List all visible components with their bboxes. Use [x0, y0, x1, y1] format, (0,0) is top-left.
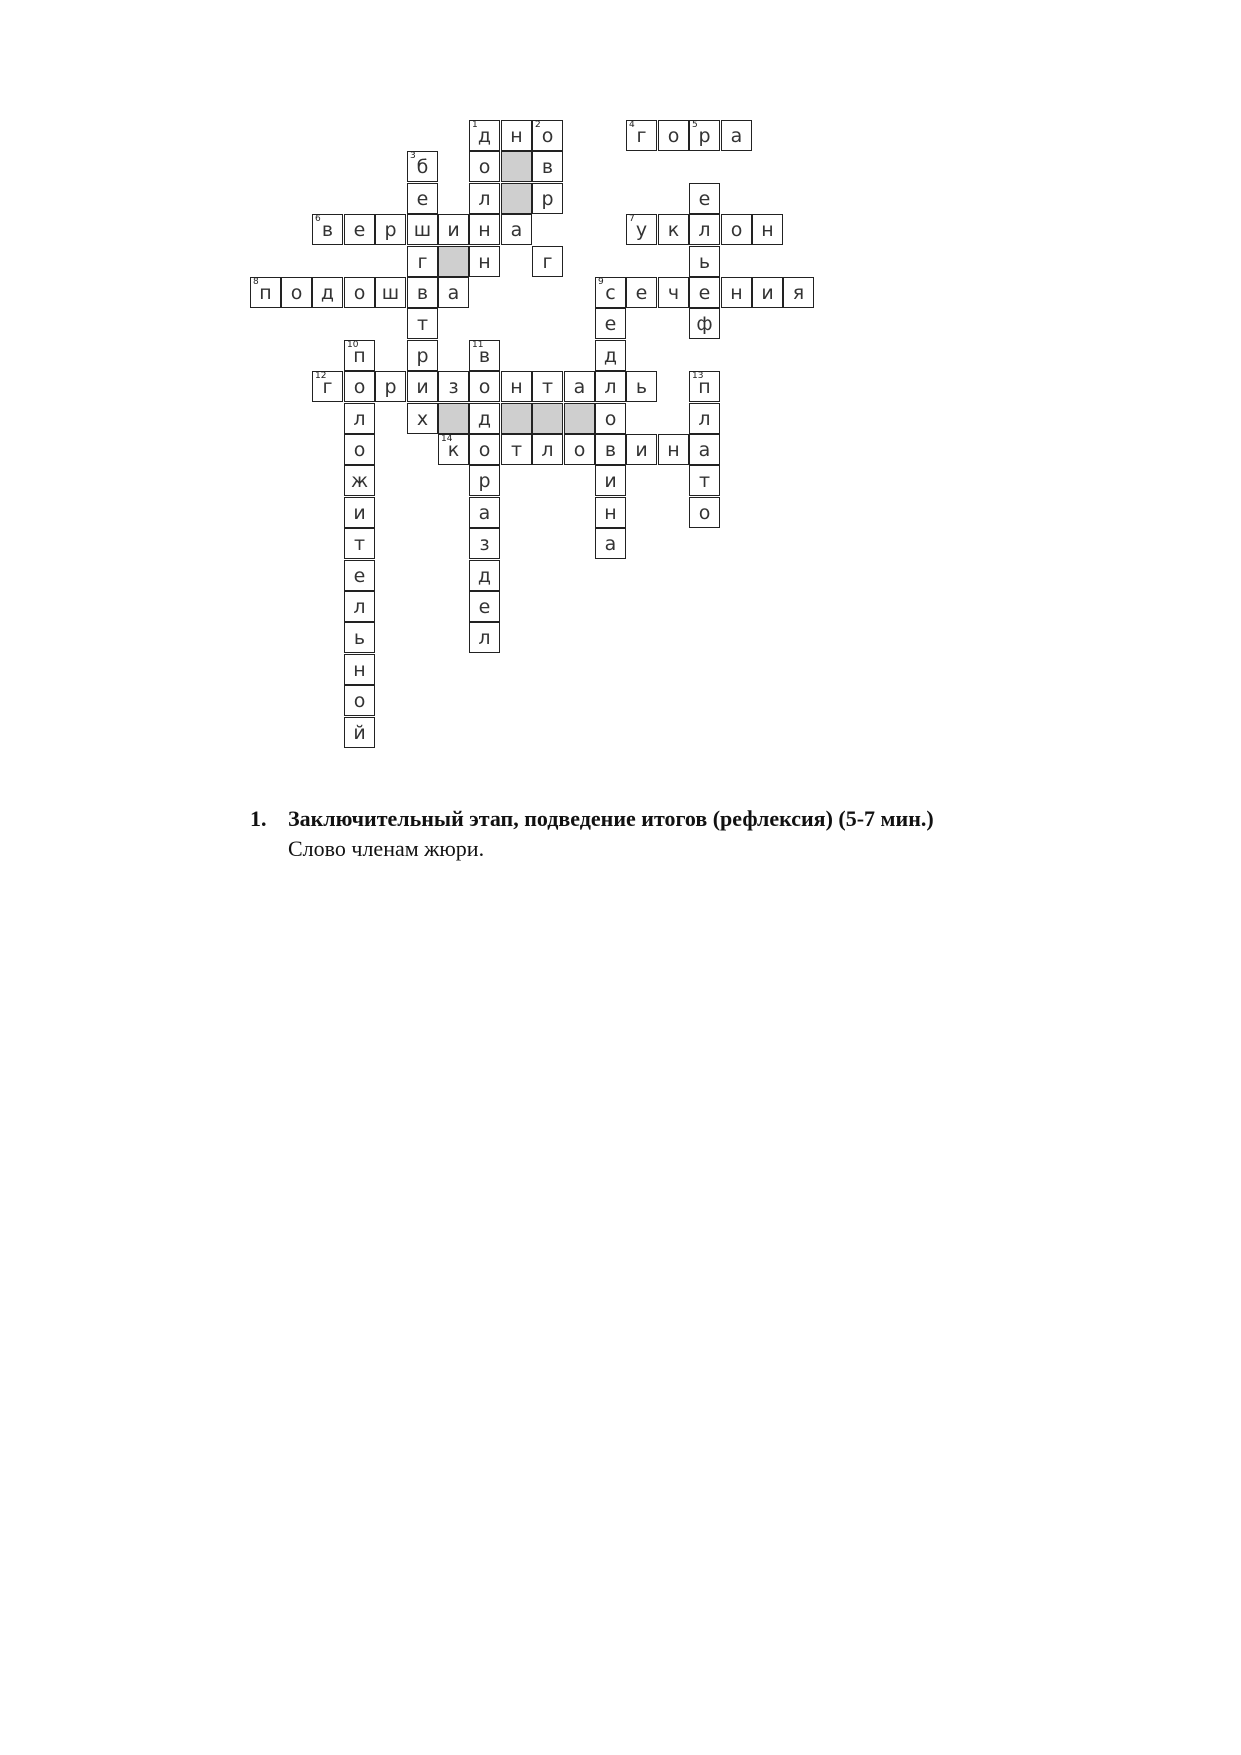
cell-letter: о	[604, 408, 617, 430]
cell-letter: ь	[698, 251, 711, 273]
cell-letter: г	[322, 376, 333, 398]
shaded-cell	[564, 403, 595, 434]
cell-letter: о	[667, 125, 680, 147]
cell-letter: и	[353, 502, 366, 524]
crossword-cell	[344, 214, 375, 245]
clue-number: 12	[315, 371, 327, 381]
crossword-cell	[469, 434, 500, 465]
clue-number: 7	[629, 214, 635, 224]
crossword-cell	[689, 183, 720, 214]
crossword-cell	[595, 308, 626, 339]
cell-letter: е	[698, 188, 711, 210]
crossword-cell	[344, 434, 375, 465]
shaded-cell	[532, 403, 563, 434]
crossword-cell	[344, 685, 375, 716]
crossword-cell	[532, 183, 563, 214]
crossword-cell	[532, 151, 563, 182]
cell-letter: н	[478, 219, 491, 241]
crossword-cell	[658, 434, 689, 465]
crossword-cell	[407, 277, 438, 308]
clue-number: 6	[315, 214, 321, 224]
cell-letter: е	[353, 219, 366, 241]
crossword-cell	[407, 214, 438, 245]
cell-letter: у	[635, 219, 648, 241]
cell-letter: е	[353, 565, 366, 587]
cell-letter: и	[447, 219, 460, 241]
cell-letter: а	[604, 533, 617, 555]
crossword-cell	[721, 120, 752, 151]
crossword-cell	[375, 277, 406, 308]
crossword-cell	[532, 246, 563, 277]
crossword-cell	[469, 214, 500, 245]
crossword-cell	[626, 120, 657, 151]
cell-letter: д	[477, 565, 492, 587]
crossword-cell	[375, 371, 406, 402]
cell-letter: н	[510, 376, 523, 398]
crossword-cell	[595, 434, 626, 465]
cell-letter: о	[478, 376, 491, 398]
crossword-cell	[469, 560, 500, 591]
cell-letter: в	[604, 439, 617, 461]
cell-letter: г	[417, 251, 428, 273]
clue-number: 11	[472, 340, 484, 350]
crossword-cell	[689, 371, 720, 402]
cell-letter: а	[698, 439, 711, 461]
cell-letter: з	[479, 533, 490, 555]
crossword-cell	[721, 214, 752, 245]
crossword-cell	[438, 214, 469, 245]
cell-letter: ь	[353, 627, 366, 649]
clue-number: 10	[347, 340, 359, 350]
cell-letter: ь	[635, 376, 648, 398]
cell-letter: р	[384, 219, 397, 241]
cell-letter: и	[416, 376, 429, 398]
crossword-cell	[281, 277, 312, 308]
crossword-cell	[344, 528, 375, 559]
cell-letter: е	[604, 313, 617, 335]
crossword-cell	[312, 277, 343, 308]
cell-letter: й	[353, 722, 366, 744]
shaded-cell	[501, 403, 532, 434]
crossword-cell	[407, 246, 438, 277]
crossword-cell	[721, 277, 752, 308]
crossword-cell	[595, 497, 626, 528]
cell-letter: и	[635, 439, 648, 461]
cell-letter: а	[447, 282, 460, 304]
cell-letter: в	[321, 219, 334, 241]
cell-letter: н	[730, 282, 743, 304]
crossword-cell	[344, 371, 375, 402]
cell-letter: р	[541, 188, 554, 210]
cell-letter: д	[603, 345, 618, 367]
crossword-cell	[469, 246, 500, 277]
cell-letter: а	[573, 376, 586, 398]
cell-letter: ш	[381, 282, 400, 304]
cell-letter: о	[730, 219, 743, 241]
crossword-cell	[595, 277, 626, 308]
cell-letter: к	[667, 219, 680, 241]
crossword-cell	[689, 120, 720, 151]
crossword-cell	[595, 340, 626, 371]
crossword-cell	[595, 528, 626, 559]
clue-number: 9	[598, 277, 604, 287]
crossword-cell	[564, 371, 595, 402]
cell-letter: г	[636, 125, 647, 147]
crossword-cell	[689, 308, 720, 339]
cell-letter: н	[761, 219, 774, 241]
cell-letter: д	[477, 408, 492, 430]
cell-letter: л	[478, 188, 491, 210]
cell-letter: о	[541, 125, 554, 147]
cell-letter: л	[698, 408, 711, 430]
clue-number: 14	[441, 434, 453, 444]
crossword-cell	[501, 120, 532, 151]
cell-letter: л	[353, 596, 366, 618]
cell-letter: о	[698, 502, 711, 524]
cell-letter: т	[698, 470, 711, 492]
crossword-cell	[469, 183, 500, 214]
crossword-cell	[344, 654, 375, 685]
crossword-cell	[469, 622, 500, 653]
cell-letter: п	[353, 345, 366, 367]
cell-letter: л	[353, 408, 366, 430]
cell-letter: ф	[696, 313, 713, 335]
crossword-cell	[344, 340, 375, 371]
crossword-cell	[532, 120, 563, 151]
crossword-cell	[344, 717, 375, 748]
cell-letter: л	[698, 219, 711, 241]
cell-letter: д	[477, 125, 492, 147]
shaded-cell	[438, 403, 469, 434]
crossword-cell	[469, 120, 500, 151]
cell-letter: с	[605, 282, 616, 304]
cell-letter: р	[384, 376, 397, 398]
crossword-cell	[407, 403, 438, 434]
list-number: 1.	[250, 806, 267, 831]
crossword-cell	[469, 403, 500, 434]
cell-letter: в	[416, 282, 429, 304]
cell-letter: я	[792, 282, 805, 304]
cell-letter: ш	[413, 219, 432, 241]
cell-letter: и	[761, 282, 774, 304]
cell-letter: т	[541, 376, 554, 398]
cell-letter: б	[416, 156, 429, 178]
cell-letter: н	[478, 251, 491, 273]
crossword-cell	[752, 214, 783, 245]
crossword-cell	[344, 403, 375, 434]
crossword-cell	[407, 183, 438, 214]
cell-letter: а	[510, 219, 523, 241]
crossword-cell	[344, 560, 375, 591]
crossword-cell	[532, 434, 563, 465]
cell-letter: е	[698, 282, 711, 304]
cell-letter: р	[416, 345, 429, 367]
crossword-cell	[344, 497, 375, 528]
cell-letter: н	[353, 659, 366, 681]
cell-letter: о	[478, 439, 491, 461]
crossword-cell	[658, 214, 689, 245]
crossword-cell	[438, 277, 469, 308]
clue-number: 5	[692, 120, 698, 130]
crossword-cell	[312, 214, 343, 245]
crossword-cell	[469, 340, 500, 371]
cell-letter: ч	[667, 282, 680, 304]
cell-letter: о	[353, 282, 366, 304]
section-heading	[250, 804, 1150, 834]
cell-letter: о	[478, 156, 491, 178]
cell-letter: ж	[350, 470, 369, 492]
crossword-cell	[626, 434, 657, 465]
crossword-cell	[564, 434, 595, 465]
cell-letter: в	[478, 345, 491, 367]
cell-letter: н	[667, 439, 680, 461]
crossword-cell	[783, 277, 814, 308]
crossword-cell	[407, 340, 438, 371]
closing-section	[250, 804, 1150, 864]
cell-letter: р	[698, 125, 711, 147]
cell-letter: и	[604, 470, 617, 492]
crossword-cell	[469, 497, 500, 528]
cell-letter: д	[320, 282, 335, 304]
cell-letter: т	[416, 313, 429, 335]
shaded-cell	[501, 151, 532, 182]
cell-letter: н	[510, 125, 523, 147]
crossword-grid	[0, 0, 1241, 760]
clue-number: 13	[692, 371, 704, 381]
crossword-cell	[469, 591, 500, 622]
clue-number: 4	[629, 120, 635, 130]
crossword-cell	[689, 497, 720, 528]
cell-letter: о	[573, 439, 586, 461]
crossword-cell	[501, 434, 532, 465]
crossword-cell	[689, 214, 720, 245]
cell-letter: е	[416, 188, 429, 210]
cell-letter: о	[353, 439, 366, 461]
crossword-cell	[312, 371, 343, 402]
crossword-cell	[469, 151, 500, 182]
cell-letter: о	[353, 376, 366, 398]
cell-letter: а	[730, 125, 743, 147]
cell-letter: т	[510, 439, 523, 461]
cell-letter: х	[416, 408, 429, 430]
cell-letter: к	[447, 439, 460, 461]
cell-letter: е	[635, 282, 648, 304]
cell-letter: г	[542, 251, 553, 273]
crossword-cell	[344, 622, 375, 653]
crossword-cell	[469, 371, 500, 402]
crossword-cell	[658, 120, 689, 151]
crossword-cell	[344, 591, 375, 622]
shaded-cell	[501, 183, 532, 214]
crossword-cell	[626, 371, 657, 402]
crossword-cell	[689, 434, 720, 465]
crossword-cell	[689, 246, 720, 277]
cell-letter: п	[259, 282, 272, 304]
shaded-cell	[438, 246, 469, 277]
section-title: Заключительный этап, подведение итогов (рефлексия) (5-7 мин.)	[288, 806, 934, 831]
crossword-cell	[407, 151, 438, 182]
crossword-cell	[469, 528, 500, 559]
crossword-cell	[407, 371, 438, 402]
clue-number: 2	[535, 120, 541, 130]
crossword-cell	[626, 214, 657, 245]
crossword-cell	[469, 465, 500, 496]
crossword-cell	[689, 403, 720, 434]
crossword-cell	[595, 403, 626, 434]
crossword-cell	[689, 277, 720, 308]
crossword-cell	[626, 277, 657, 308]
crossword-cell	[375, 214, 406, 245]
crossword-cell	[501, 214, 532, 245]
crossword-cell	[344, 277, 375, 308]
crossword-cell	[250, 277, 281, 308]
cell-letter: п	[698, 376, 711, 398]
crossword-cell	[344, 465, 375, 496]
crossword-cell	[532, 371, 563, 402]
clue-number: 1	[472, 120, 478, 130]
cell-letter: а	[478, 502, 491, 524]
cell-letter: т	[353, 533, 366, 555]
cell-letter: р	[478, 470, 491, 492]
cell-letter: о	[353, 690, 366, 712]
cell-letter: л	[604, 376, 617, 398]
crossword-cell	[595, 465, 626, 496]
section-text: Слово членам жюри.	[288, 836, 485, 861]
cell-letter: н	[604, 502, 617, 524]
cell-letter: з	[448, 376, 459, 398]
cell-letter: о	[290, 282, 303, 304]
crossword-cell	[595, 371, 626, 402]
cell-letter: в	[541, 156, 554, 178]
clue-number: 8	[253, 277, 259, 287]
crossword-cell	[752, 277, 783, 308]
crossword-cell	[438, 434, 469, 465]
clue-number: 3	[410, 151, 416, 161]
crossword-cell	[658, 277, 689, 308]
cell-letter: л	[541, 439, 554, 461]
cell-letter: е	[478, 596, 491, 618]
crossword-cell	[501, 371, 532, 402]
cell-letter: л	[478, 627, 491, 649]
crossword-cell	[407, 308, 438, 339]
crossword-cell	[438, 371, 469, 402]
crossword-cell	[689, 465, 720, 496]
